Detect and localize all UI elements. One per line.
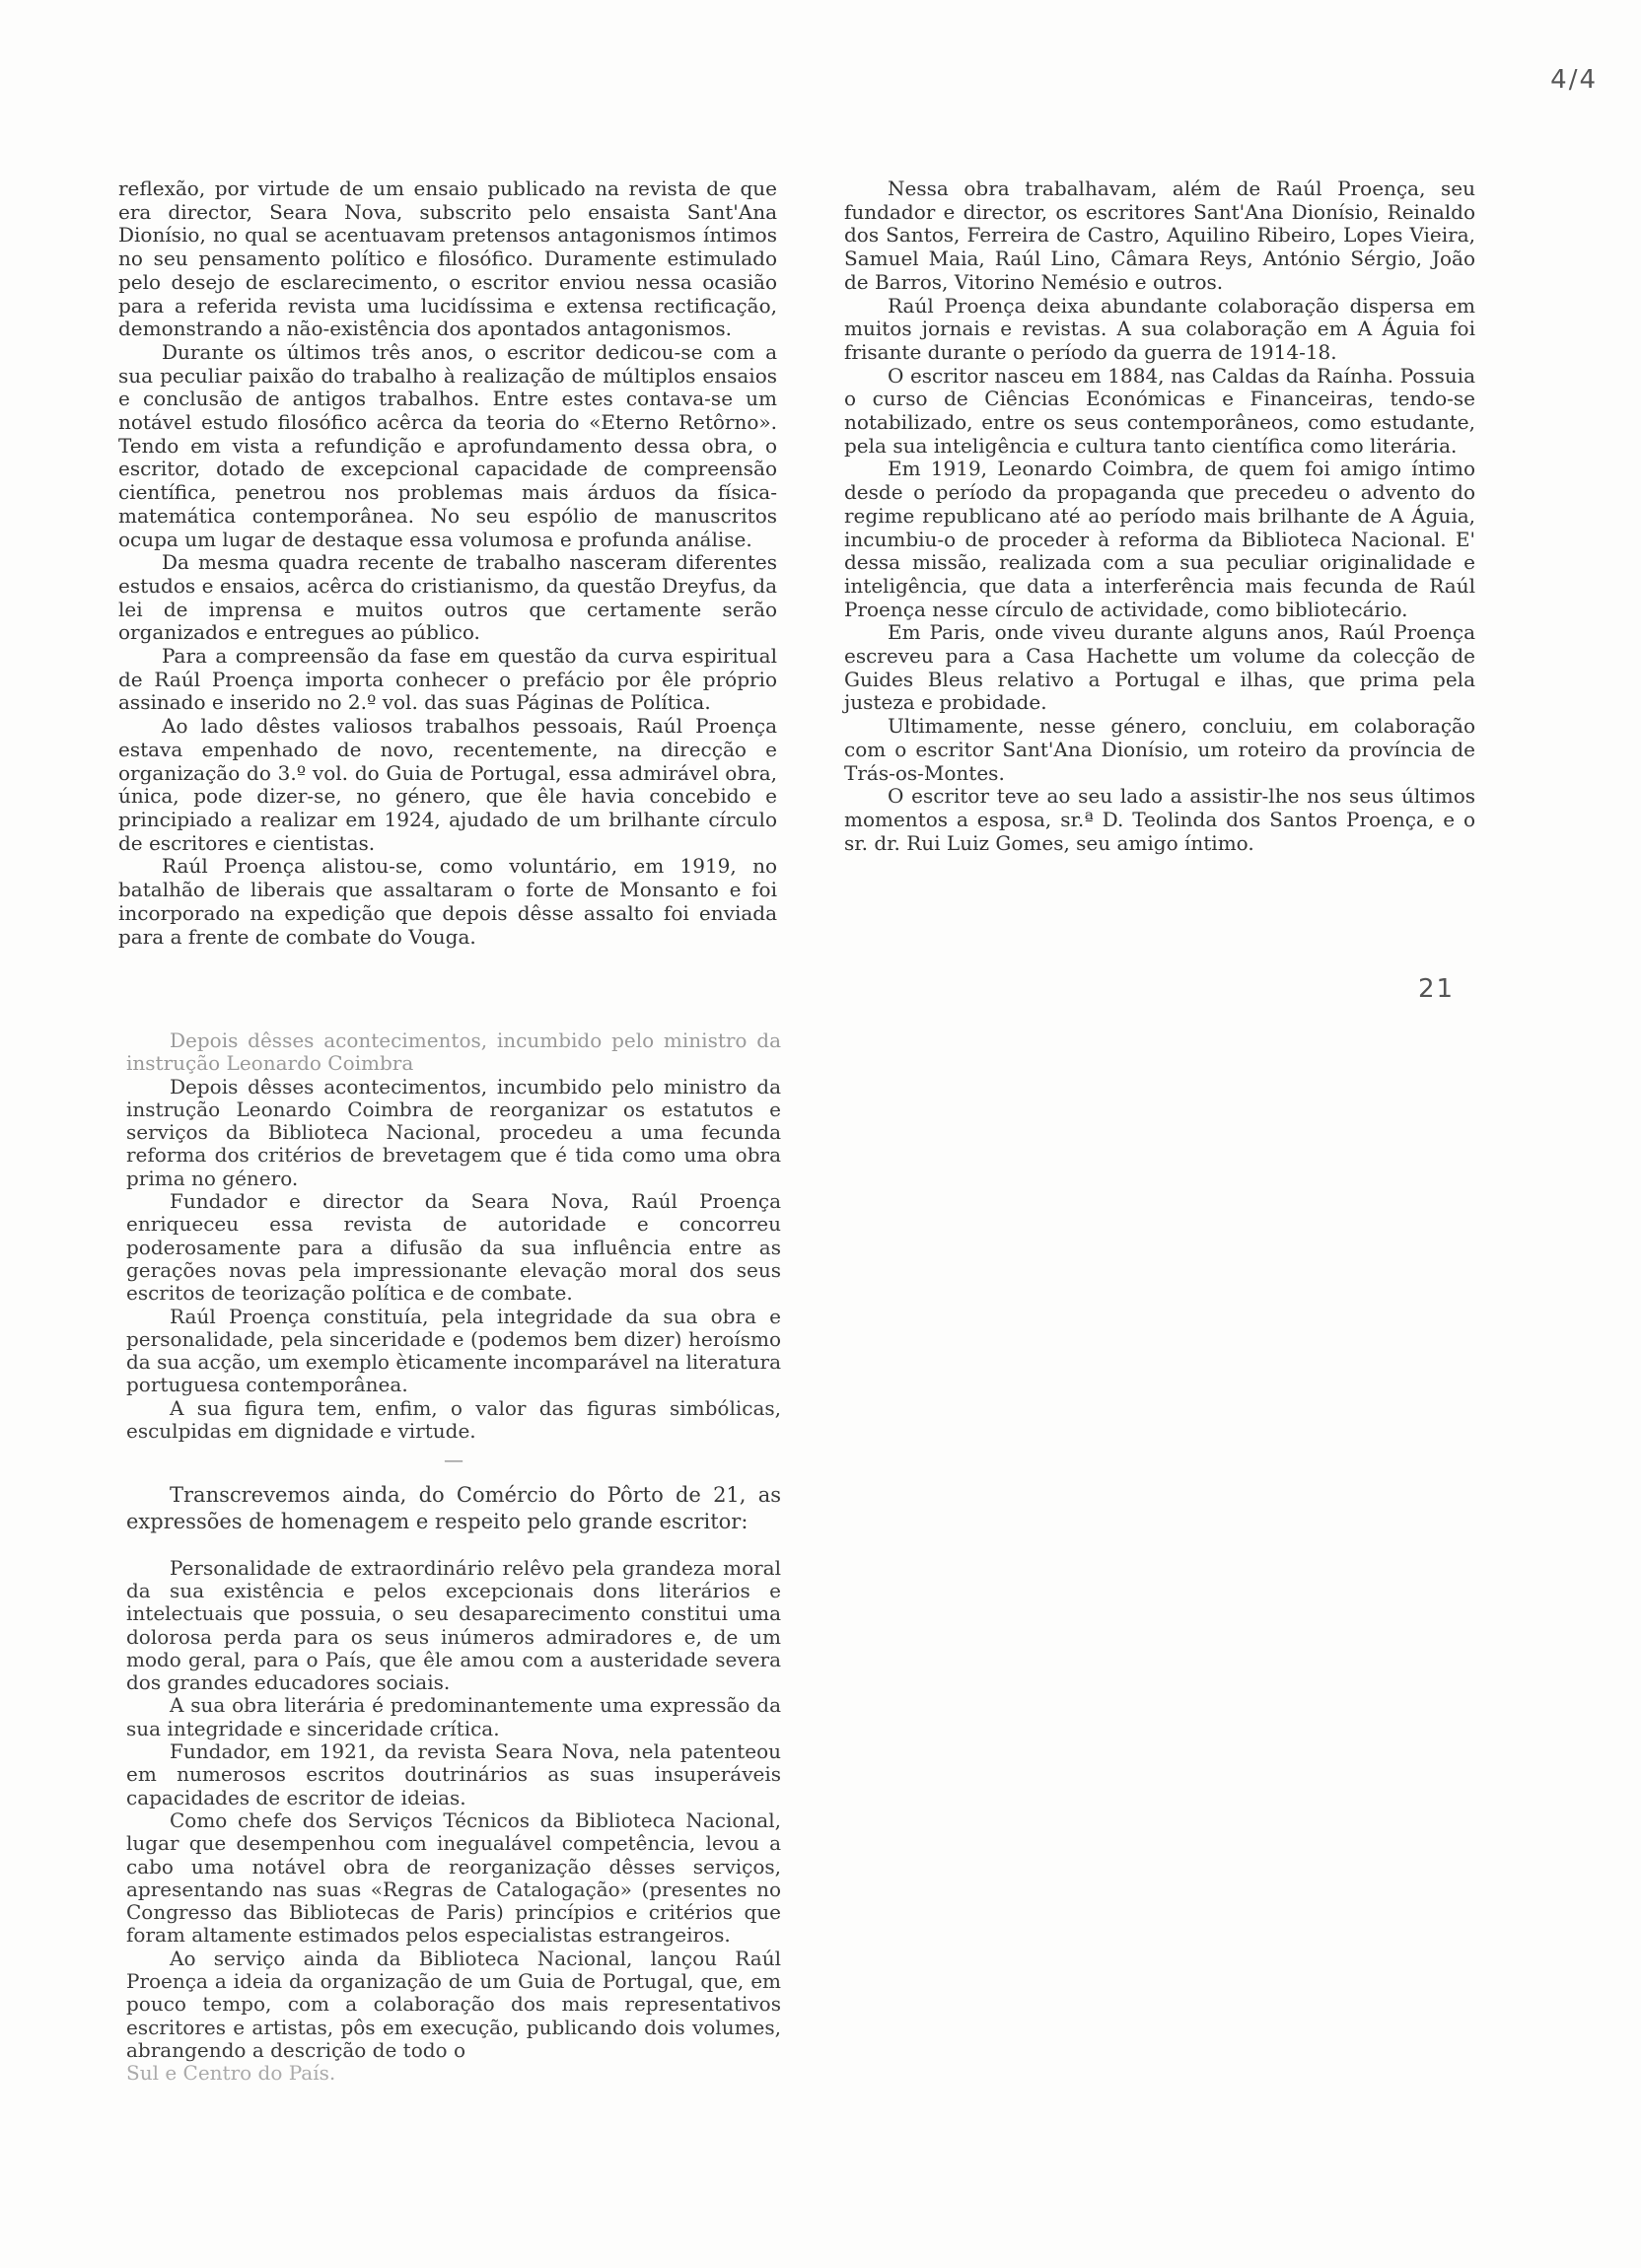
paragraph: O escritor teve ao seu lado a assistir-lhe nos seus últimos momentos a esposa, sr.ª D. Teolinda dos Santos Proença, e o sr. dr. Rui Luiz Gomes, seu amigo íntimo. — [844, 784, 1475, 855]
paragraph: Fundador e director da Seara Nova, Raúl Proença enriqueceu essa revista de autoridade e concorreu poderosamente para a difusão da sua influência entre as gerações novas pela impressionante elevação moral dos seus escritos de teorização política e de combate. — [126, 1189, 781, 1306]
paragraph: Para a compreensão da fase em questão da curva espiritual de Raúl Proença importa conhecer o prefácio por êle próprio assinado e inserido no 2.º vol. das suas Páginas de Política. — [118, 644, 777, 715]
quote-paragraph: A sua obra literária é predominantemente uma expressão da sua integridade e sinceridade crítica. — [126, 1693, 781, 1740]
article-left-column — [118, 177, 777, 949]
intro-paragraph: Transcrevemos ainda, do Comércio do Pôrto de 21, as expressões de homenagem e respeito pelo grande escritor: — [126, 1482, 781, 1533]
paragraph: Em 1919, Leonardo Coimbra, de quem foi amigo íntimo desde o período da propaganda que precedeu o advento do regime republicano até ao período mais brilhante de A Águia, incumbiu-o de proceder à reforma da Biblioteca Nacional. E' dessa missão, realizada com a sua peculiar originalidade e inteligência, que data a interferência mais fecunda de Raúl Proença nesse círculo de actividade, como bibliotecário. — [844, 457, 1475, 621]
quote-paragraph: Fundador, em 1921, da revista Seara Nova, nela patenteou em numerosos escritos doutrinários as suas insuperáveis capacidades de escritor de ideias. — [126, 1739, 781, 1809]
paragraph: Raúl Proença deixa abundante colaboração dispersa em muitos jornais e revistas. A sua colaboração em A Águia foi frisante durante o período da guerra de 1914-18. — [844, 293, 1475, 364]
paragraph: Ultimamente, nesse género, concluiu, em colaboração com o escritor Sant'Ana Dionísio, um roteiro da província de Trás-os-Montes. — [844, 714, 1475, 785]
article-right-column — [844, 177, 1475, 855]
page-number: 21 — [1418, 974, 1456, 1004]
quote-paragraph: Como chefe dos Serviços Técnicos da Biblioteca Nacional, lugar que desempenhou com inegualável competência, levou a cabo uma notável obra de reorganização dêsses serviços, apresentando nas suas «Regras de Catalogação» (presentes no Congresso das Bibliotecas de Paris) princípios e critérios que foram altamente estimados pelos especialistas estrangeiros. — [126, 1807, 781, 1948]
paragraph: Da mesma quadra recente de trabalho nasceram diferentes estudos e ensaios, acêrca do cristianismo, da questão Dreyfus, da lei de imprensa e muitos outros que certamente serão organizados e entregues ao público. — [118, 550, 777, 645]
separator: — — [444, 1448, 464, 1472]
quote-paragraph: Personalidade de extraordinário relêvo pela grandeza moral da sua existência e pelos excepcionais dons literários e intelectuais que possuia, o seu desaparecimento constitui uma dolorosa perda para os seus inúmeros admiradores e, de um modo geral, para o País, que êle amou com a austeridade severa dos grandes educadores sociais. — [126, 1555, 781, 1695]
quote-paragraph: Ao serviço ainda da Biblioteca Nacional, lançou Raúl Proença a ideia da organização de um Guia de Portugal, que, em pouco tempo, com a colaboração dos mais representativos escritores e artistas, pôs em execução, publicando dois volumes, abrangendo a descrição de todo o — [126, 1946, 781, 2062]
paragraph: Raúl Proença constituía, pela integridade da sua obra e personalidade, pela sinceridade e (podemos bem dizer) heroísmo da sua acção, um exemplo èticamente incomparável na literatura portuguesa contemporânea. — [126, 1304, 781, 1397]
paragraph: Durante os últimos três anos, o escritor dedicou-se com a sua peculiar paixão do trabalho à realização de múltiplos ensaios e conclusão de antigos trabalhos. Entre estes contava-se um notável estudo filosófico acêrca da teoria do «Eterno Retôrno». Tendo em vista a refundição e aprofundamento dessa obra, o escritor, dotado de excepcional capacidade de compreensão científica, penetrou nos problemas mais árduos da física-matemática contemporânea. No seu espólio de manuscritos ocupa um lugar de destaque essa volumosa e profunda análise. — [118, 339, 777, 551]
paragraph: A sua figura tem, enfim, o valor das figuras simbólicas, esculpidas em dignidade e virtude. — [126, 1395, 781, 1444]
paragraph: Ao lado dêstes valiosos trabalhos pessoais, Raúl Proença estava empenhado de novo, recentemente, na direcção e organização do 3.º vol. do Guia de Portugal, essa admirável obra, única, pode dizer-se, no género, que êle havia concebido e principiado a realizar em 1924, ajudado de um brilhante círculo de escritores e cientistas. — [118, 714, 777, 855]
paragraph: reflexão, por virtude de um ensaio publicado na revista de que era director, Seara Nova, subscrito pelo ensaista Sant'Ana Dionísio, no qual se acentuavam pretensos antagonismos íntimos no seu pensamento político e filosófico. Duramente estimulado pelo desejo de esclarecimento, o escritor enviou nessa ocasião para a referida revista uma lucidíssima e extensa rectificação, demonstrando a não-existência dos apontados antagonismos. — [118, 177, 777, 341]
paragraph: Depois dêsses acontecimentos, incumbido pelo ministro da instrução Leonardo Coimbra de reorganizar os estatutos e serviços da Biblioteca Nacional, procedeu a uma fecunda reforma dos critérios de brevetagem que é tida como uma obra prima no género. — [126, 1074, 781, 1190]
ghost-line: Depois dêsses acontecimentos, incumbido pelo ministro da instrução Leonardo Coimbra — [126, 1028, 781, 1076]
paragraph: Nessa obra trabalhavam, além de Raúl Proença, seu fundador e director, os escritores Sant'Ana Dionísio, Reinaldo dos Santos, Ferreira de Castro, Aquilino Ribeiro, Lopes Vieira, Samuel Maia, Raúl Lino, Câmara Reys, António Sérgio, João de Barros, Vitorino Nemésio e outros. — [844, 177, 1475, 294]
faded-tail-line: Sul e Centro do País. — [126, 2061, 336, 2086]
paragraph: Raúl Proença alistou-se, como voluntário, em 1919, no batalhão de liberais que assaltaram o forte de Monsanto e foi incorporado na expedição que depois dêsse assalto foi enviada para a frente de combate do Vouga. — [118, 854, 777, 949]
paragraph: Em Paris, onde viveu durante alguns anos, Raúl Proença escreveu para a Casa Hachette um volume da colecção de Guides Bleus relativo a Portugal e ilhas, que prima pela justeza e probidade. — [844, 620, 1475, 715]
newspaper-clipping — [126, 1029, 781, 2085]
page-label: 4/4 — [1550, 65, 1598, 95]
paragraph: O escritor nasceu em 1884, nas Caldas da Raínha. Possuia o curso de Ciências Económicas e Financeiras, tendo-se notabilizado, entre os seus contemporâneos, como estudante, pela sua inteligência e cultura tanto científica como literária. — [844, 363, 1475, 458]
